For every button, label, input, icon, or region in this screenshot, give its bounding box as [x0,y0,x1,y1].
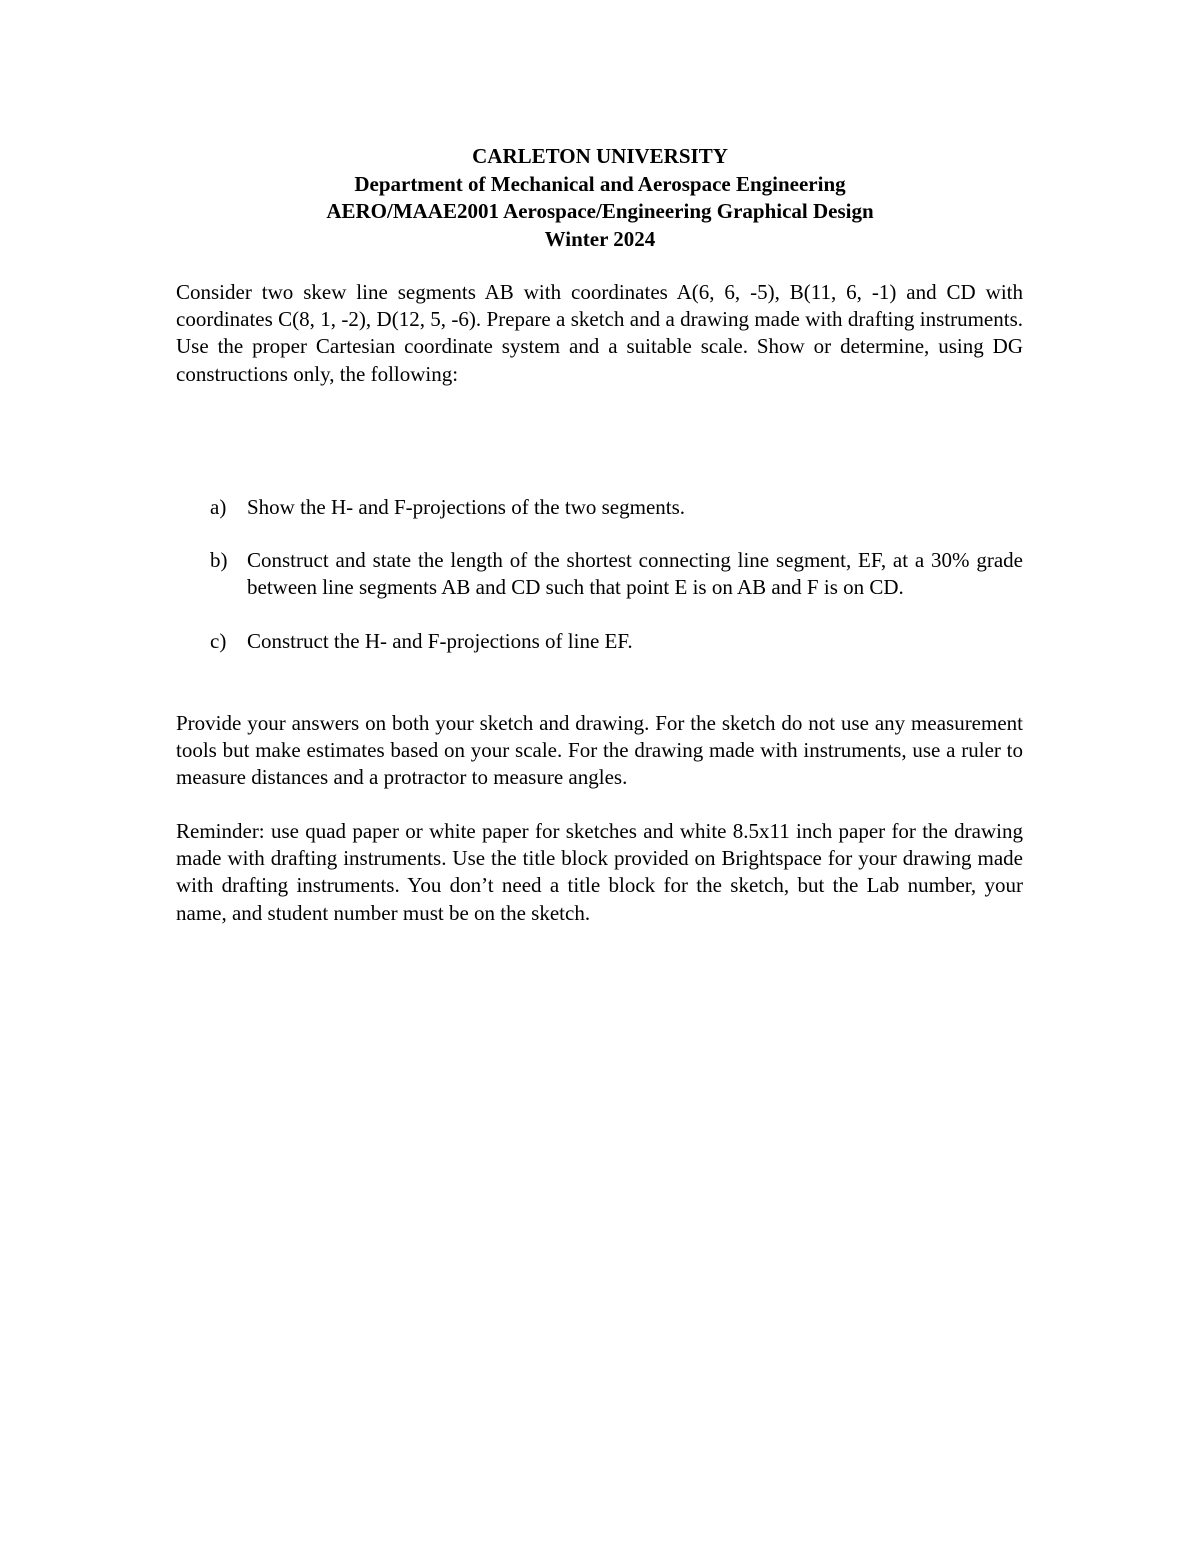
task-text: Construct the H- and F-projections of line EF. [247,628,633,653]
task-marker: b) [210,548,228,573]
task-text: Construct and state the length of the shortest connecting line segment, EF, at a 30% grade between line segments AB and CD such that point E is on AB and F is on CD. [247,548,1023,600]
course-title: AERO/MAAE2001 Aerospace/Engineering Graphical Design [326,199,874,223]
task-list [176,494,1023,681]
task-item-b [176,547,1023,601]
problem-statement: Consider two skew line segments AB with coordinates A(6, 6, -5), B(11, 6, -1) and CD with coordinates C(8, 1, -2), D(12, 5, -6). Prepare a sketch and a drawing made with drafting instruments. Use the proper Cartesian coordinate system and a suitable scale. Show or determine, using DG constructions only, the following: [176,280,1023,386]
task-item-a [176,494,1023,521]
task-marker: c) [210,628,227,653]
reminder-paragraph: Reminder: use quad paper or white paper for sketches and white 8.5x11 inch paper for the drawing made with drafting instruments. Use the title block provided on Brightspace for your drawing made with drafting instruments. You don’t need a title block for the sketch, but the Lab number, your name, and student number must be on the sketch. [176,819,1023,925]
document-header [0,143,1200,253]
task-text: Show the H- and F-projections of the two segments. [247,495,686,519]
answer-instructions: Provide your answers on both your sketch and drawing. For the sketch do not use any measurement tools but make estimates based on your scale. For the drawing made with instruments, use a ruler to measure distances and a protractor to measure angles. [176,711,1023,790]
term: Winter 2024 [544,226,656,251]
university-name: CARLETON UNIVERSITY [472,144,728,168]
task-item-c [176,628,1023,655]
task-marker: a) [210,495,227,519]
department-name: Department of Mechanical and Aerospace Engineering [354,171,846,196]
